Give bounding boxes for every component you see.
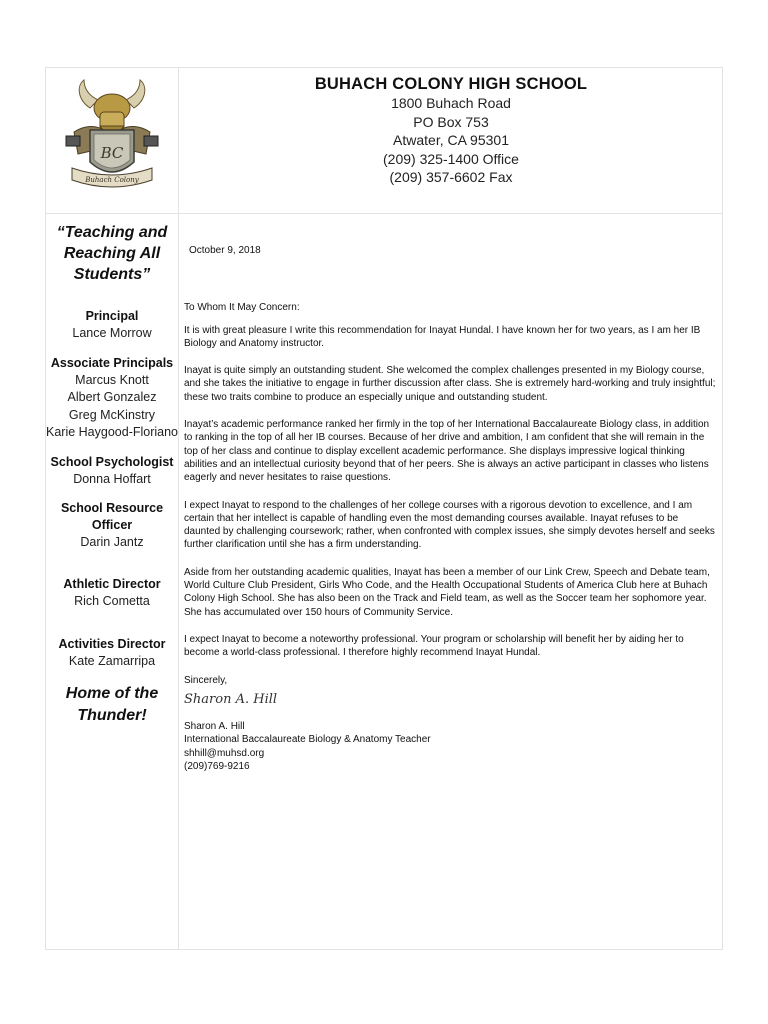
signer-name: Sharon A. Hill (184, 721, 245, 733)
staff-name: Karie Haygood-Floriano (46, 425, 179, 439)
staff-name: Marcus Knott (75, 372, 149, 387)
staff-role: Principal (85, 309, 139, 323)
staff-sidebar (46, 222, 178, 727)
signer-title: International Baccalaureate Biology & Anatomy Teacher (184, 734, 431, 746)
fax-number: (209) 357-6602 Fax (389, 169, 513, 185)
letter-paragraph: I expect Inayat to become a noteworthy professional. Your program or scholarship will benefit her by aiding her to become a world-class professional. I therefore highly recommend Inayat Hundal. (184, 633, 684, 659)
staff-group-psychologist (46, 454, 178, 489)
letter-paragraph: It is with great pleasure I write this recommendation for Inayat Hundal. I have known her for two years, as I am her IB Biology and Anatomy instructor. (184, 324, 701, 349)
staff-name: Lance Morrow (72, 326, 152, 340)
staff-name: Donna Hoffart (73, 471, 151, 486)
closing-motto: Home of the Thunder! (65, 684, 159, 724)
office-phone: (209) 325-1400 Office (383, 150, 519, 167)
staff-role: Associate Principals (50, 355, 174, 370)
letter-paragraph: I expect Inayat to respond to the challenges of her college courses with a rigorous devotion to excellence, and I am certain that her intellect is capable of handling even the most demanding courses available. Inayat refuses to be daunted by challenging coursework; rather, when confronted with complex issues, she simply devotes herself and seeks further clarification until she has a firm understanding. (184, 499, 715, 551)
staff-name: Darin Jantz (80, 535, 144, 549)
letter-paragraph: Inayat’s academic performance ranked her firmly in the top of her International Baccalaureate Biology class, in addition to ranking in the top of all her IB courses. Because of her drive and ambition, I am confident that she will remain in the top of her class and continue to display excellent academic performance. She displays impressive logical thinking abilities and an intellectual curiosity beyond that of her peers. She is always an active participant in classes who listens eagerly and never hesitates to raise questions. (184, 419, 710, 484)
crest-banner-text: Buhach Colony (85, 176, 139, 184)
address-line-1: 1800 Buhach Road (391, 95, 511, 111)
handwritten-signature: Sharon A. Hill (184, 691, 278, 707)
school-name: BUHACH COLONY HIGH SCHOOL (314, 75, 588, 93)
letter-body (184, 244, 716, 773)
letter-paragraph: Aside from her outstanding academic qualities, Inayat has been a member of our Link Crew, Speech and Debate team, World Culture Club President, Girls Who Code, and the Health Occupational Students of America Club here at Buhach Colony High School. She has also been on the Track and Field team, as well as the Soccer team her sophomore year. She has accumulated over 150 hours of Community Service. (184, 566, 710, 618)
address-line-2: PO Box 753 (413, 113, 489, 130)
staff-group-activities-director (46, 636, 178, 671)
staff-group-athletic-director (46, 576, 178, 611)
staff-name: Kate Zamarripa (68, 654, 156, 668)
staff-role: School Psychologist (50, 454, 174, 469)
staff-role: Activities Director (58, 637, 166, 651)
staff-role: Athletic Director (63, 576, 161, 591)
crest-initials: BC (100, 144, 124, 162)
column-divider (178, 67, 179, 950)
salutation: To Whom It May Concern: (184, 302, 300, 314)
staff-name: Rich Cometta (74, 593, 150, 608)
signature-block (184, 720, 716, 773)
letter-closing: Sincerely, (184, 674, 228, 686)
address-line-3: Atwater, CA 95301 (393, 132, 509, 148)
signer-email: shhill@muhsd.org (184, 747, 265, 759)
letter-date: October 9, 2018 (189, 245, 261, 256)
school-header (179, 75, 723, 187)
staff-name: Albert Gonzalez (67, 390, 157, 404)
signer-phone: (209)769-9216 (184, 761, 250, 773)
staff-group-resource-officer (46, 500, 178, 552)
letter-paragraph: Inayat is quite simply an outstanding student. She welcomed the complex challenges presented in my Biology course, and she takes the initiative to engage in further discussion after class. She is extremely hard-working and truly insightful; these two traits combine to produce an especially unique and outstanding student. (184, 365, 716, 403)
staff-name: Greg McKinstry (68, 407, 156, 422)
header-divider (45, 213, 723, 214)
school-crest-logo (60, 78, 164, 198)
staff-group-principal (46, 308, 178, 343)
staff-role: School Resource Officer (60, 501, 164, 532)
school-motto: “Teaching and Reaching All Students” (56, 224, 168, 283)
staff-group-associate-principals (46, 355, 178, 442)
